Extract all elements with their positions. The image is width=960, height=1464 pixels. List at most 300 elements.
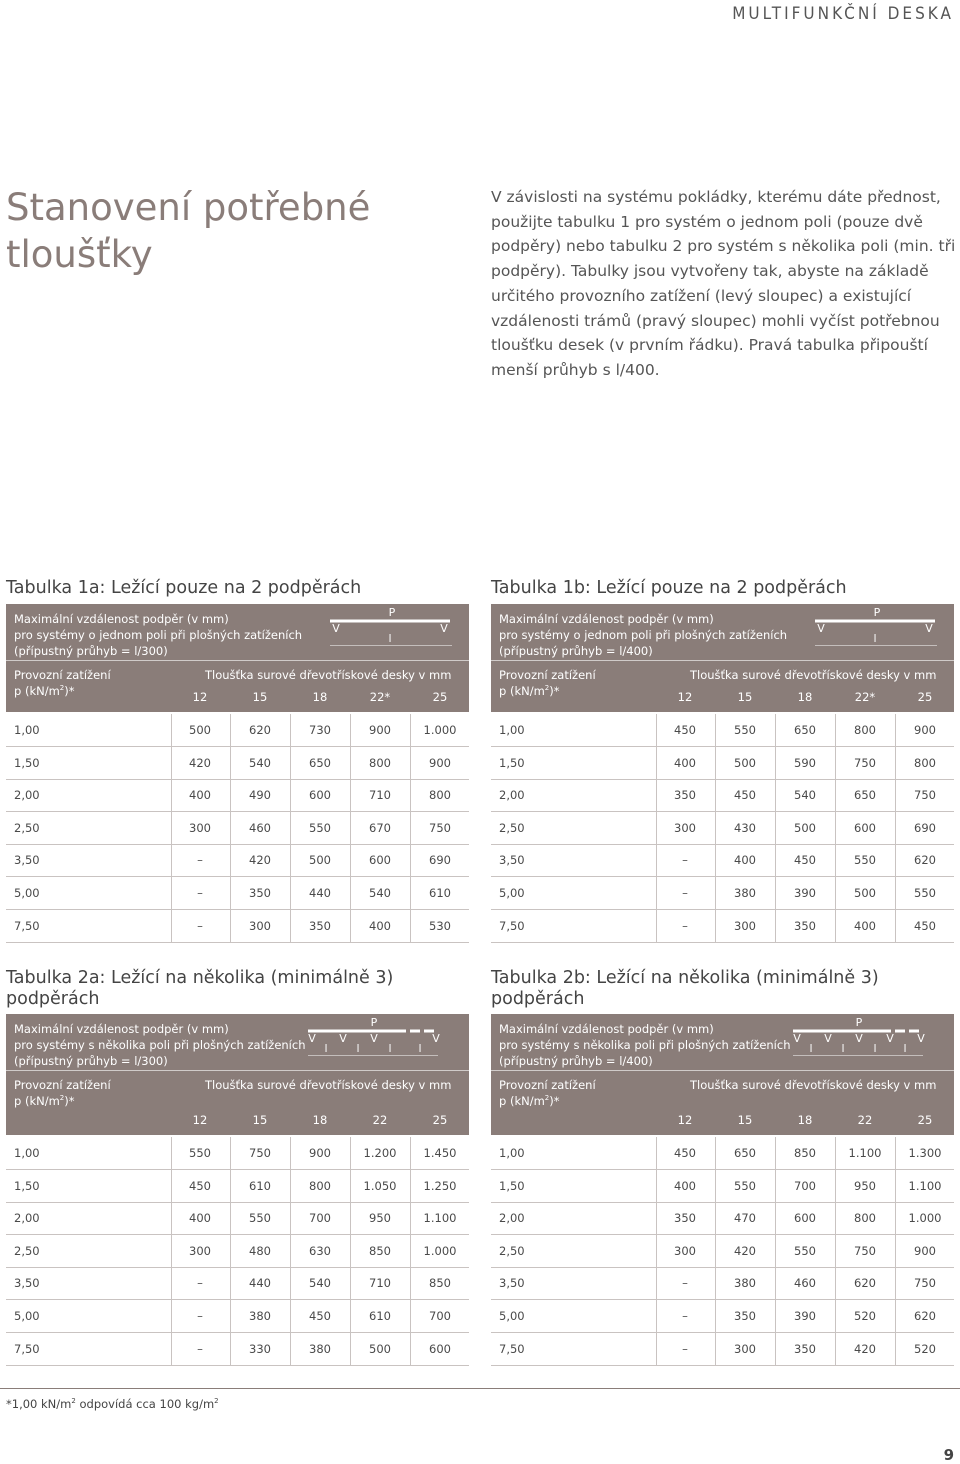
thickness-header: 12 — [192, 690, 208, 704]
row-value: 670 — [369, 820, 391, 835]
span-symbol: l — [324, 1042, 328, 1055]
row-value: 300 — [734, 1341, 756, 1356]
description-line: (přípustný průhyb = l/400) — [499, 1054, 653, 1068]
row-value: 1.200 — [363, 1146, 397, 1160]
row-value: 650 — [734, 1146, 756, 1160]
single-span-diagram — [322, 606, 472, 646]
row-value: 400 — [189, 788, 211, 803]
row-value: 540 — [249, 755, 271, 770]
row-value: 420 — [189, 755, 211, 770]
table-row — [6, 1267, 469, 1300]
span-symbol: l — [388, 632, 392, 645]
row-value: – — [682, 918, 688, 933]
row-value: 1.000 — [908, 1211, 942, 1226]
row-value: 390 — [794, 886, 816, 900]
row-value: 450 — [674, 723, 696, 737]
span-symbol: l — [809, 1042, 813, 1055]
support-symbol: V — [432, 1032, 440, 1045]
row-value: 690 — [429, 853, 451, 868]
row-value: 550 — [794, 1243, 816, 1258]
thickness-header: 15 — [252, 1113, 268, 1127]
load-label: Provozní zatížení — [499, 668, 596, 682]
load-label: Provozní zatížení — [14, 668, 111, 682]
row-value: 500 — [734, 755, 756, 770]
row-load: 7,50 — [14, 918, 40, 933]
row-load: 2,50 — [499, 820, 525, 835]
row-load: 1,00 — [14, 723, 40, 737]
row-value: – — [197, 918, 203, 933]
row-load: 3,50 — [499, 853, 525, 868]
table-row — [491, 1170, 954, 1203]
row-value: 750 — [249, 1146, 271, 1160]
row-value: – — [682, 886, 688, 900]
row-value: 490 — [249, 788, 271, 803]
unit-sup: 2 — [544, 1094, 550, 1103]
row-load: 3,50 — [14, 853, 40, 868]
table-row — [6, 1202, 469, 1235]
row-value: 450 — [674, 1146, 696, 1160]
intro-paragraph: V závislosti na systému pokládky, kterému dáte přednost, použijte tabulku 1 pro systém o jednom poli (pouze dvě podpěry) nebo tabulku 2 pro systém s několika poli (min. tři podpěry). Tabulky jsou vytvořeny tak, abyste na základě určitého provozního zatížení (levý sloupec) a existující vzdálenosti trámů (pravý sloupec) mohli vyčíst potřebnou tloušťku desek (v prvním řádku). Pravá tabulka připouští menší průhyb s l/400. — [491, 188, 956, 379]
row-value: – — [197, 853, 203, 868]
row-load: 2,50 — [499, 1243, 525, 1258]
row-value: 500 — [794, 820, 816, 835]
header-divider — [491, 1070, 954, 1071]
row-value: 540 — [794, 788, 816, 803]
row-value: 500 — [309, 853, 331, 868]
thickness-header: 25 — [917, 1113, 933, 1127]
row-value: 1.050 — [363, 1178, 397, 1193]
load-unit — [499, 683, 596, 699]
load-unit — [14, 683, 111, 699]
row-value: 350 — [734, 1309, 756, 1323]
row-value: 390 — [794, 1309, 816, 1323]
table-header — [491, 604, 954, 712]
row-value: 300 — [249, 918, 271, 933]
row-value: 1.000 — [423, 1243, 457, 1258]
row-load: 1,00 — [499, 723, 525, 737]
row-value: 800 — [369, 755, 391, 770]
table-row — [491, 1137, 954, 1170]
description-line: Maximální vzdálenost podpěr (v mm) — [14, 612, 229, 626]
single-span-diagram — [807, 606, 957, 646]
support-symbol-left: V — [332, 622, 340, 635]
row-value: 520 — [854, 1309, 876, 1323]
row-value: – — [197, 1276, 203, 1291]
row-load: 7,50 — [14, 1341, 40, 1356]
support-symbol: V — [308, 1032, 316, 1045]
thickness-label: Tloušťka surové dřevotřískové desky v mm — [205, 1078, 452, 1092]
row-value: 600 — [794, 1211, 816, 1226]
row-value: 710 — [369, 788, 391, 803]
support-symbol: V — [339, 1032, 347, 1045]
load-column-label — [499, 1077, 596, 1109]
thickness-header: 18 — [312, 1113, 328, 1127]
page-number: 9 — [943, 1446, 954, 1464]
table-row — [6, 910, 469, 943]
table-row — [6, 1333, 469, 1366]
row-value: 750 — [429, 820, 451, 835]
table-header — [491, 1014, 954, 1135]
row-value: 850 — [794, 1146, 816, 1160]
thickness-header: 12 — [192, 1113, 208, 1127]
support-symbol: V — [886, 1032, 894, 1045]
row-load: 1,50 — [499, 755, 525, 770]
description-line: Maximální vzdálenost podpěr (v mm) — [14, 1022, 229, 1036]
row-value: 700 — [429, 1309, 451, 1323]
row-value: 450 — [734, 788, 756, 803]
row-value: 350 — [309, 918, 331, 933]
row-value: 460 — [249, 820, 271, 835]
unit-text-post: )* — [64, 1094, 75, 1108]
thickness-header: 25 — [917, 690, 933, 704]
table-row — [491, 812, 954, 845]
row-value: 650 — [794, 723, 816, 737]
span-symbol: l — [388, 1042, 392, 1055]
unit-sup: 2 — [59, 684, 65, 693]
page-title: Stanovení potřebné tloušťky — [6, 186, 371, 276]
row-value: 800 — [429, 788, 451, 803]
row-value: 600 — [369, 853, 391, 868]
row-load: 7,50 — [499, 1341, 525, 1356]
multi-span-diagram — [306, 1016, 456, 1056]
row-value: 400 — [674, 1178, 696, 1193]
row-value: 440 — [249, 1276, 271, 1291]
description-line: (přípustný průhyb = l/300) — [14, 644, 168, 658]
header-divider — [6, 1070, 469, 1071]
row-value: 500 — [854, 886, 876, 900]
table-title: Tabulka 2a: Ležící na několika (minimálně 3) podpěrách — [6, 968, 394, 1009]
load-column-label — [14, 667, 111, 699]
row-value: 400 — [734, 853, 756, 868]
row-value: 800 — [854, 723, 876, 737]
row-value: 550 — [309, 820, 331, 835]
load-unit — [499, 1093, 596, 1109]
row-value: 750 — [914, 1276, 936, 1291]
unit-text-post: )* — [549, 1094, 560, 1108]
row-value: 500 — [369, 1341, 391, 1356]
row-value: 730 — [309, 723, 331, 737]
row-value: 330 — [249, 1341, 271, 1356]
thickness-label: Tloušťka surové dřevotřískové desky v mm — [690, 1078, 937, 1092]
footnote-sup: 2 — [71, 1397, 76, 1406]
table-row — [6, 844, 469, 877]
row-value: 500 — [189, 723, 211, 737]
row-value: 550 — [734, 723, 756, 737]
table-row — [6, 812, 469, 845]
row-value: 850 — [369, 1243, 391, 1258]
unit-text: p (kN/m — [14, 684, 60, 698]
description-line: (přípustný průhyb = l/400) — [499, 644, 653, 658]
load-label: Provozní zatížení — [499, 1078, 596, 1092]
thickness-header: 22* — [854, 690, 876, 704]
footnote — [6, 1397, 219, 1411]
row-value: 610 — [369, 1309, 391, 1323]
row-value: 300 — [674, 1243, 696, 1258]
row-load: 1,00 — [499, 1146, 525, 1160]
row-value: 600 — [429, 1341, 451, 1356]
row-value: 430 — [734, 820, 756, 835]
row-load: 3,50 — [14, 1276, 40, 1291]
row-value: 300 — [189, 1243, 211, 1258]
row-value: 850 — [429, 1276, 451, 1291]
row-value: 800 — [914, 755, 936, 770]
row-value: 750 — [854, 755, 876, 770]
span-symbol: l — [903, 1042, 907, 1055]
row-value: 470 — [734, 1211, 756, 1226]
row-value: 400 — [369, 918, 391, 933]
thickness-header: 18 — [797, 1113, 813, 1127]
load-symbol: P — [873, 606, 881, 619]
row-value: 450 — [914, 918, 936, 933]
table-row — [491, 747, 954, 780]
row-value: 450 — [189, 1178, 211, 1193]
row-value: 400 — [854, 918, 876, 933]
row-value: 600 — [309, 788, 331, 803]
row-value: 480 — [249, 1243, 271, 1258]
row-value: 420 — [249, 853, 271, 868]
unit-text-post: )* — [64, 684, 75, 698]
span-symbol: l — [356, 1042, 360, 1055]
row-load: 5,00 — [14, 1309, 40, 1323]
table-description — [499, 611, 787, 659]
table-row — [6, 1235, 469, 1268]
table-title: Tabulka 1b: Ležící pouze na 2 podpěrách — [491, 578, 847, 598]
table-row — [491, 1333, 954, 1366]
row-value: 900 — [309, 1146, 331, 1160]
row-value: 800 — [309, 1178, 331, 1193]
row-value: – — [197, 1309, 203, 1323]
row-value: 590 — [794, 755, 816, 770]
row-value: 700 — [794, 1178, 816, 1193]
row-value: 350 — [794, 918, 816, 933]
row-value: 350 — [674, 1211, 696, 1226]
row-value: – — [682, 1341, 688, 1356]
row-value: 800 — [854, 1211, 876, 1226]
row-value: 620 — [914, 853, 936, 868]
table-row — [491, 1235, 954, 1268]
row-value: – — [682, 1309, 688, 1323]
row-value: 440 — [309, 886, 331, 900]
row-value: – — [682, 853, 688, 868]
thickness-header: 22 — [857, 1113, 873, 1127]
row-load: 2,00 — [14, 788, 40, 803]
row-load: 5,00 — [499, 886, 525, 900]
thickness-header: 12 — [677, 1113, 693, 1127]
load-symbol: P — [370, 1016, 378, 1029]
row-value: 380 — [734, 886, 756, 900]
row-value: 900 — [914, 1243, 936, 1258]
support-symbol: V — [917, 1032, 925, 1045]
table-description — [499, 1021, 791, 1069]
row-value: 300 — [674, 820, 696, 835]
row-value: 950 — [854, 1178, 876, 1193]
table-row — [6, 714, 469, 747]
support-symbol: V — [793, 1032, 801, 1045]
span-symbol: l — [873, 632, 877, 645]
row-value: 380 — [249, 1309, 271, 1323]
table-header — [6, 604, 469, 712]
row-value: 630 — [309, 1243, 331, 1258]
row-load: 5,00 — [499, 1309, 525, 1323]
thickness-header: 15 — [252, 690, 268, 704]
row-load: 1,50 — [499, 1178, 525, 1193]
row-value: 350 — [794, 1341, 816, 1356]
description-line: pro systémy o jednom poli při plošných zatíženích — [14, 628, 303, 642]
unit-text: p (kN/m — [14, 1094, 60, 1108]
thickness-label: Tloušťka surové dřevotřískové desky v mm — [205, 668, 452, 682]
support-symbol-right: V — [440, 622, 448, 635]
row-value: 300 — [734, 918, 756, 933]
row-value: 700 — [309, 1211, 331, 1226]
footnote-text-mid: odpovídá cca 100 kg/m — [75, 1397, 215, 1411]
support-symbol: V — [855, 1032, 863, 1045]
support-symbol: V — [370, 1032, 378, 1045]
row-value: 420 — [734, 1243, 756, 1258]
table-row — [6, 1137, 469, 1170]
row-value: 1.100 — [848, 1146, 882, 1160]
support-symbol-right: V — [925, 622, 933, 635]
table-row — [6, 779, 469, 812]
multi-span-diagram — [791, 1016, 941, 1056]
row-value: 550 — [249, 1211, 271, 1226]
row-value: 300 — [189, 820, 211, 835]
description-line: pro systémy s několika poli při plošných zatíženích — [499, 1038, 791, 1052]
thickness-label: Tloušťka surové dřevotřískové desky v mm — [690, 668, 937, 682]
load-symbol: P — [388, 606, 396, 619]
header-label: MULTIFUNKČNÍ DESKA — [732, 4, 954, 24]
row-value: 1.100 — [423, 1211, 457, 1226]
load-column-label — [499, 667, 596, 699]
description-line: Maximální vzdálenost podpěr (v mm) — [499, 1022, 714, 1036]
row-value: 550 — [734, 1178, 756, 1193]
unit-text-post: )* — [549, 684, 560, 698]
row-value: 350 — [674, 788, 696, 803]
row-load: 2,00 — [499, 1211, 525, 1226]
thickness-header: 25 — [432, 1113, 448, 1127]
row-load: 2,50 — [14, 820, 40, 835]
footnote-divider — [0, 1388, 960, 1389]
table-row — [491, 1300, 954, 1333]
table-row — [491, 1267, 954, 1300]
row-load: 2,50 — [14, 1243, 40, 1258]
description-line: pro systémy o jednom poli při plošných zatíženích — [499, 628, 788, 642]
row-value: 900 — [914, 723, 936, 737]
row-load: 7,50 — [499, 918, 525, 933]
row-load: 2,00 — [499, 788, 525, 803]
row-load: 5,00 — [14, 886, 40, 900]
row-value: 950 — [369, 1211, 391, 1226]
thickness-header: 15 — [737, 690, 753, 704]
thickness-header: 22 — [372, 1113, 388, 1127]
table-row — [491, 877, 954, 910]
row-value: 1.300 — [908, 1146, 942, 1160]
table-row — [6, 747, 469, 780]
row-value: 450 — [309, 1309, 331, 1323]
row-value: – — [197, 886, 203, 900]
row-value: 610 — [429, 886, 451, 900]
row-value: 600 — [854, 820, 876, 835]
row-value: 1.450 — [423, 1146, 457, 1160]
table-description — [14, 611, 302, 659]
row-value: 710 — [369, 1276, 391, 1291]
row-value: 610 — [249, 1178, 271, 1193]
row-value: 540 — [309, 1276, 331, 1291]
row-value: 380 — [734, 1276, 756, 1291]
row-value: 540 — [369, 886, 391, 900]
footnote-text-pre: 1,00 kN/m — [11, 1397, 72, 1411]
table-row — [491, 910, 954, 943]
row-value: 520 — [914, 1341, 936, 1356]
row-value: 550 — [189, 1146, 211, 1160]
row-value: 460 — [794, 1276, 816, 1291]
span-symbol: l — [418, 1042, 422, 1055]
row-value: 550 — [854, 853, 876, 868]
row-value: 620 — [854, 1276, 876, 1291]
row-value: 450 — [794, 853, 816, 868]
table-row — [491, 779, 954, 812]
row-load: 2,00 — [14, 1211, 40, 1226]
table-row — [491, 1202, 954, 1235]
span-symbol: l — [873, 1042, 877, 1055]
span-symbol: l — [841, 1042, 845, 1055]
row-value: 550 — [914, 886, 936, 900]
row-value: 750 — [914, 788, 936, 803]
table-row — [6, 877, 469, 910]
row-value: 400 — [189, 1211, 211, 1226]
row-value: 690 — [914, 820, 936, 835]
row-value: 530 — [429, 918, 451, 933]
row-value: 620 — [249, 723, 271, 737]
row-value: 650 — [854, 788, 876, 803]
thickness-header: 12 — [677, 690, 693, 704]
header-divider — [491, 660, 954, 661]
load-label: Provozní zatížení — [14, 1078, 111, 1092]
thickness-header: 22* — [369, 690, 391, 704]
row-value: 1.250 — [423, 1178, 457, 1193]
thickness-header: 18 — [312, 690, 328, 704]
thickness-header: 15 — [737, 1113, 753, 1127]
row-value: 650 — [309, 755, 331, 770]
description-line: (přípustný průhyb = l/300) — [14, 1054, 168, 1068]
description-line: Maximální vzdálenost podpěr (v mm) — [499, 612, 714, 626]
unit-text: p (kN/m — [499, 1094, 545, 1108]
row-value: 400 — [674, 755, 696, 770]
row-load: 3,50 — [499, 1276, 525, 1291]
table-title: Tabulka 2b: Ležící na několika (minimálně 3) podpěrách — [491, 968, 879, 1009]
row-value: – — [682, 1276, 688, 1291]
load-unit — [14, 1093, 111, 1109]
row-load: 1,50 — [14, 1178, 40, 1193]
row-value: 380 — [309, 1341, 331, 1356]
table-row — [491, 714, 954, 747]
row-value: 1.000 — [423, 723, 457, 737]
row-value: 350 — [249, 886, 271, 900]
row-value: 900 — [369, 723, 391, 737]
row-load: 1,50 — [14, 755, 40, 770]
header-divider — [6, 660, 469, 661]
description-line: pro systémy s několika poli při plošných zatíženích — [14, 1038, 306, 1052]
table-title: Tabulka 1a: Ležící pouze na 2 podpěrách — [6, 578, 362, 598]
row-value: 620 — [914, 1309, 936, 1323]
row-value: 420 — [854, 1341, 876, 1356]
row-value: 1.100 — [908, 1178, 942, 1193]
unit-sup: 2 — [59, 1094, 65, 1103]
footnote-marker: * — [6, 1397, 12, 1411]
footnote-sup-2: 2 — [214, 1397, 219, 1406]
row-value: 750 — [854, 1243, 876, 1258]
thickness-header: 18 — [797, 690, 813, 704]
table-header — [6, 1014, 469, 1135]
